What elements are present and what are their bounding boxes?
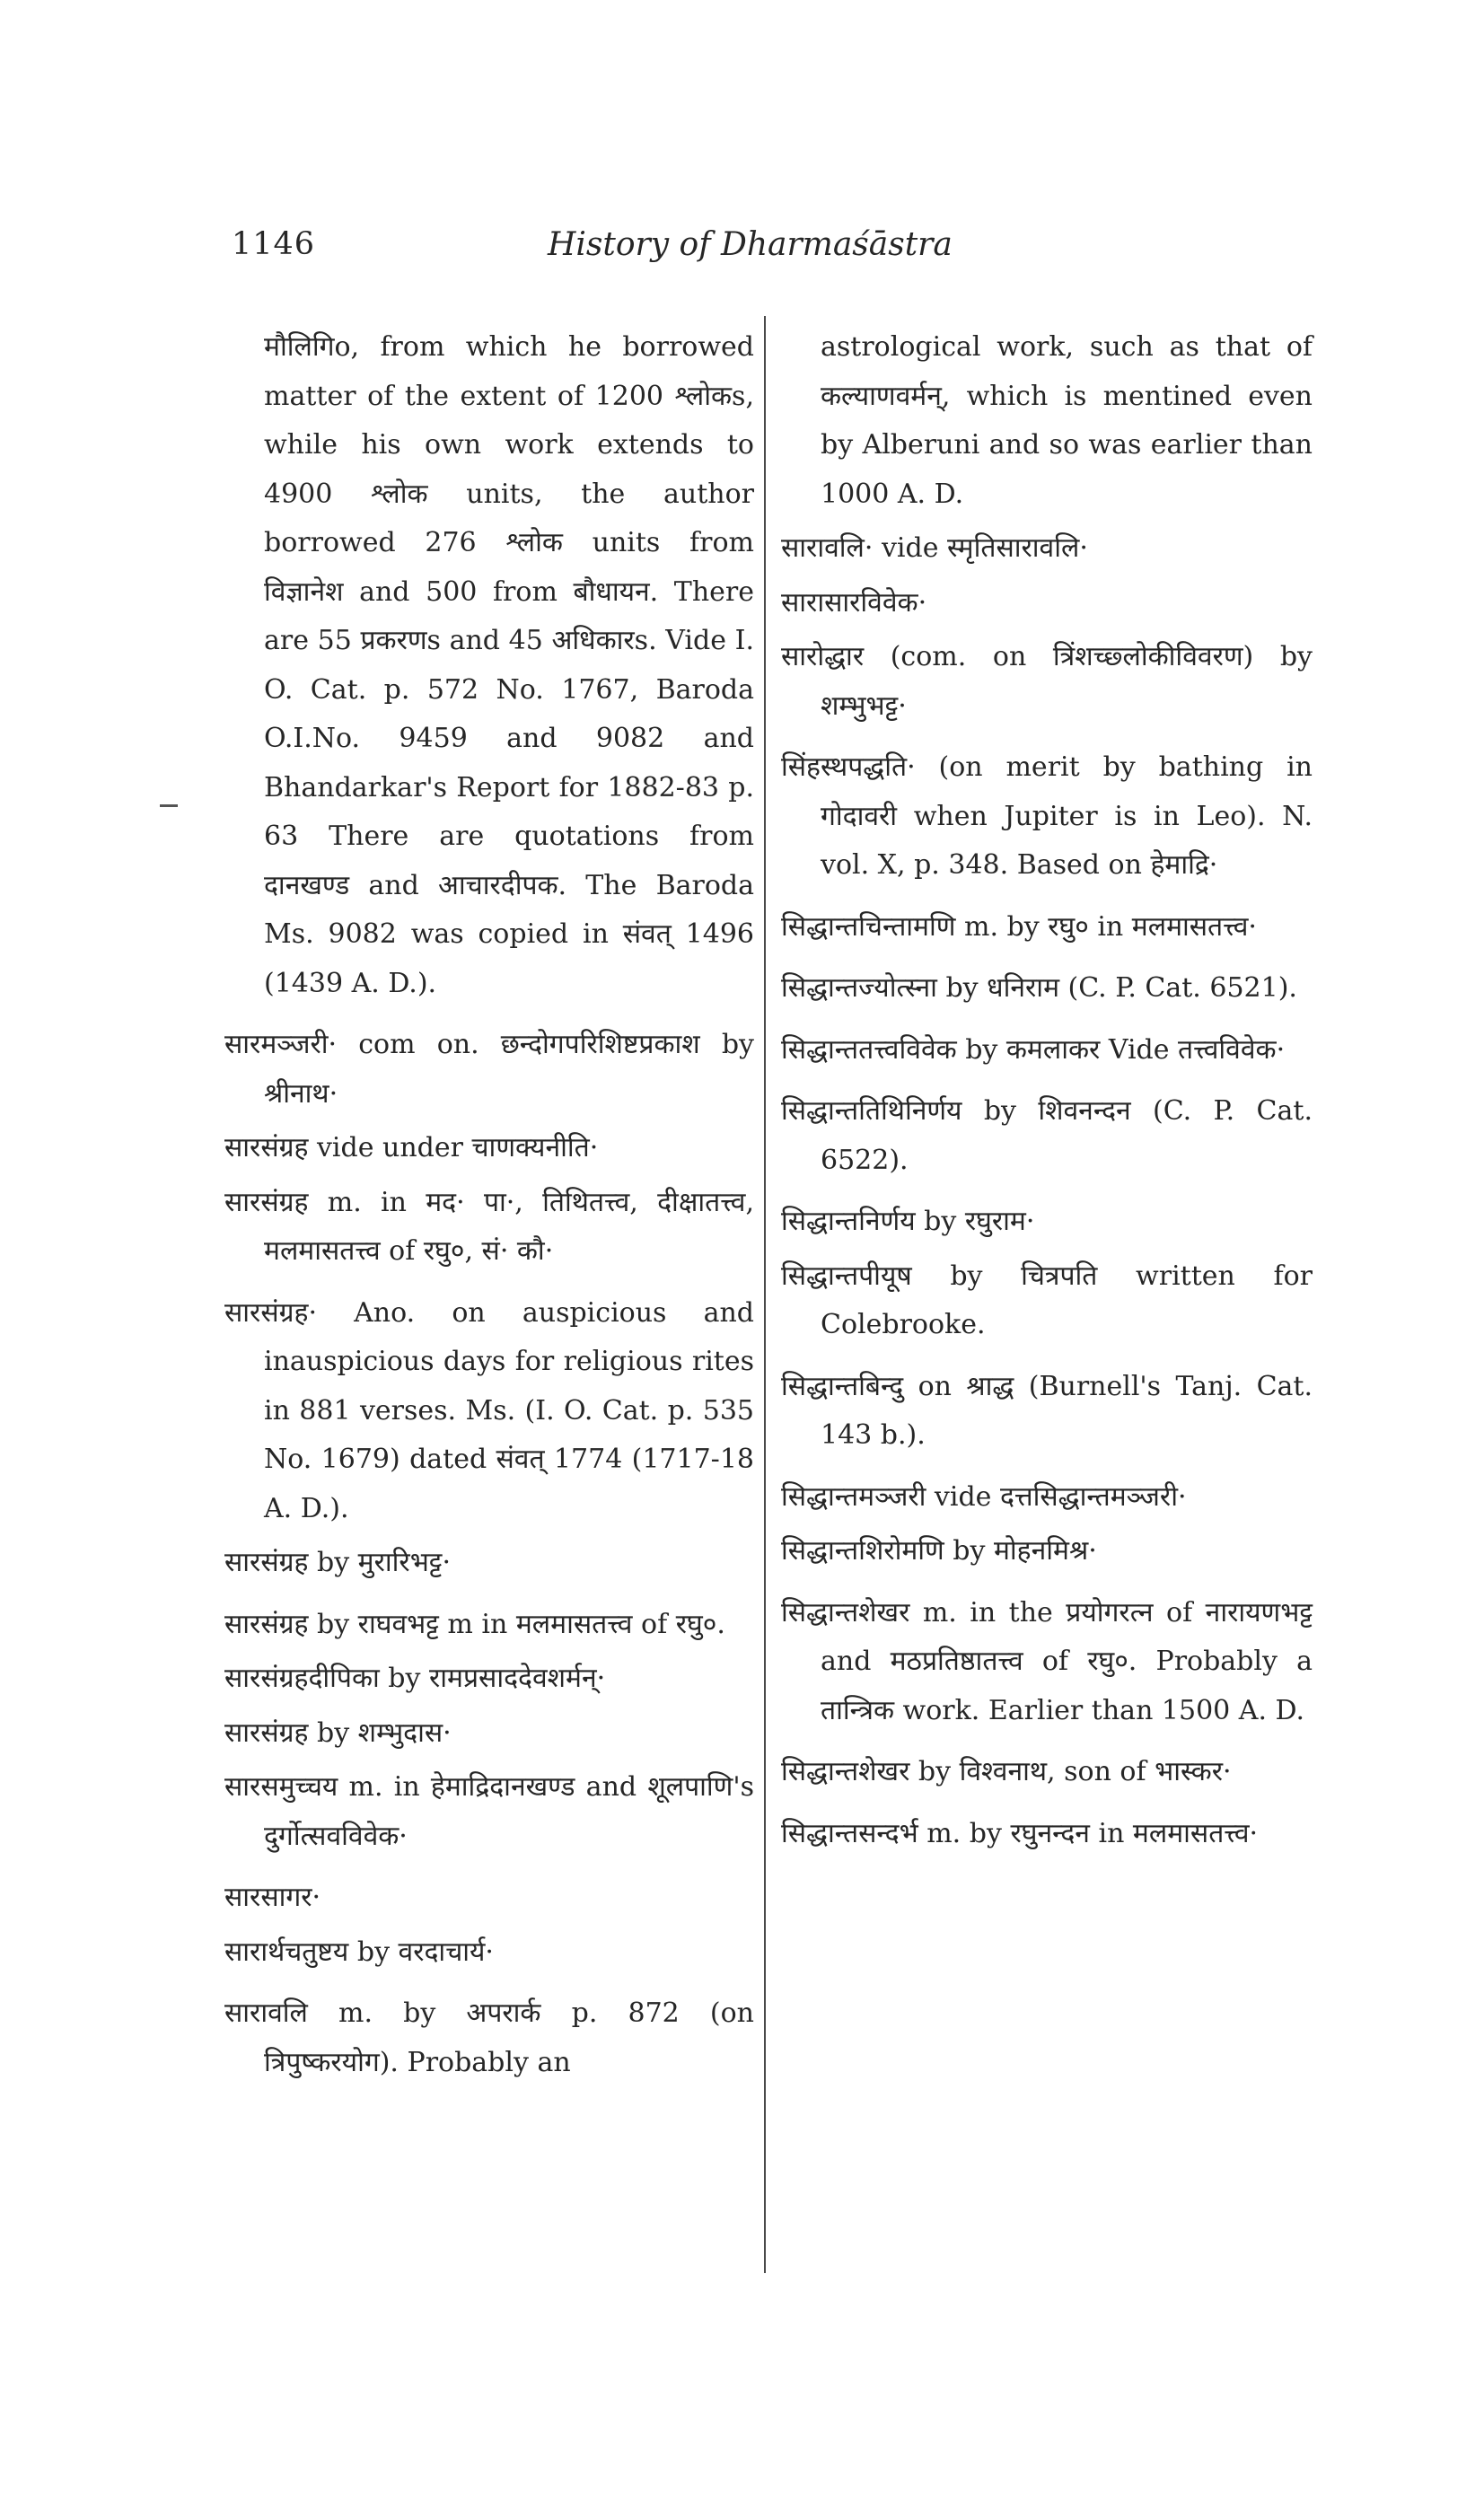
entry: सारसंग्रह m. in मद· पा·, तिथितत्त्व, दीक्षातत्त्व, मलमासतत्त्व of रघु०, सं· कौ· <box>224 1186 754 1267</box>
entry: सिद्धान्तशेखर m. in the प्रयोगरत्न of नारायणभट्ट and मठप्रतिष्ठातत्त्व of रघु०. Probably a तान्त्रिक work. Earlier than 1500 A. D. <box>781 1596 1313 1726</box>
entry: सारसागर· <box>224 1882 321 1913</box>
entry: सिंहस्थपद्धति· (on merit by bathing in गोदावरी when Jupiter is in Leo). N. vol. X, p. 348. Based on हेमाद्रि· <box>781 751 1313 881</box>
right-column <box>781 323 1313 1864</box>
running-title: History of Dharmaśāstra <box>548 226 953 263</box>
entry: सिद्धान्तज्योत्स्ना by धनिराम (C. P. Cat. 6521). <box>781 972 1297 1004</box>
entry: सारासारविवेक· <box>781 586 927 619</box>
page-number: 1146 <box>232 226 316 262</box>
entry: सारसंग्रह· Ano. on auspicious and inauspicious days for religious rites in 881 verses. Ms. (I. O. Cat. p. 535 No. 1679) dated संवत् 1774 (1717-18 A. D.). <box>224 1296 754 1524</box>
entry: सिद्धान्तनिर्णय by रघुराम· <box>781 1206 1035 1237</box>
entry: सिद्धान्तशिरोमणि by मोहनमिश्र· <box>781 1535 1097 1567</box>
entry: सारावलि· vide स्मृतिसारावलि· <box>781 532 1088 564</box>
entry: मौलिगिo, from which he borrowed matter of the extent of 1200 श्लोकs, while his own work extends to 4900 श्लोक units, the author borrowed 276 श्लोक units from विज्ञानेश and 500 from बौधायन. There are 55 प्रकरणs and 45 अधिकारs. Vide I. O. Cat. p. 572 No. 1767, Baroda O.I.No. 9459 and 9082 and Bhandarkar's Report for 1882-83 p. 63 There are quotations from दानखण्ड and आचारदीपक. The Baroda Ms. 9082 was copied in संवत् 1496 (1439 A. D.). <box>264 331 754 999</box>
entry: सारसंग्रह by राघवभट्ट m in मलमासतत्त्व of रघु०. <box>224 1608 725 1640</box>
entry: सारार्थचतुष्टय by वरदाचार्य· <box>224 1936 494 1968</box>
entry: सारावलि m. by अपरार्क p. 872 (on त्रिपुष्करयोग). Probably an <box>224 1997 754 2078</box>
entry: सिद्धान्तमञ्जरी vide दत्तसिद्धान्तमञ्जरी· <box>781 1480 1187 1513</box>
entry: सारसंग्रह by शम्भुदास· <box>224 1716 452 1749</box>
entry: सारसमुच्चय m. in हेमाद्रिदानखण्ड and शूलपाणि's दुर्गोत्सवविवेक· <box>224 1771 754 1852</box>
entry: सारमञ्जरी· com on. छन्दोगपरिशिष्टप्रकाश by श्रीनाथ· <box>224 1029 754 1110</box>
entry: सिद्धान्ततत्त्वविवेक by कमलाकर Vide तत्त्वविवेक· <box>781 1033 1286 1066</box>
entry: astrological work, such as that of कल्याणवर्मन्, which is mentined even by Alberuni and so was earlier than 1000 A. D. <box>821 331 1313 510</box>
entry: सारसंग्रह vide under चाणक्यनीति· <box>224 1132 599 1163</box>
entry: सिद्धान्ततिथिनिर्णय by शिवनन्दन (C. P. Cat. 6522). <box>781 1095 1313 1176</box>
entry: सारोद्धार (com. on त्रिंशच्छ्लोकीविवरण) by शम्भुभट्ट· <box>781 641 1313 722</box>
entry: सिद्धान्तसन्दर्भ m. by रघुनन्दन in मलमासतत्त्व· <box>781 1817 1259 1849</box>
entry: सारसंग्रह by मुरारिभट्ट· <box>224 1547 451 1578</box>
entry: सिद्धान्तपीयूष by चित्रपति written for Colebrooke. <box>781 1260 1313 1340</box>
left-column <box>224 323 754 2093</box>
column-divider <box>764 316 766 2273</box>
entry: सारसंग्रहदीपिका by रामप्रसाददेवशर्मन्· <box>224 1663 606 1694</box>
entry: सिद्धान्तचिन्तामणि m. by रघु० in मलमासतत्त्व· <box>781 910 1257 943</box>
entry: सिद्धान्तशेखर by विश्वनाथ, son of भास्कर· <box>781 1756 1232 1787</box>
entry: सिद्धान्तबिन्दु on श्राद्ध (Burnell's Tanj. Cat. 143 b.). <box>781 1370 1313 1451</box>
margin-mark <box>160 804 178 807</box>
